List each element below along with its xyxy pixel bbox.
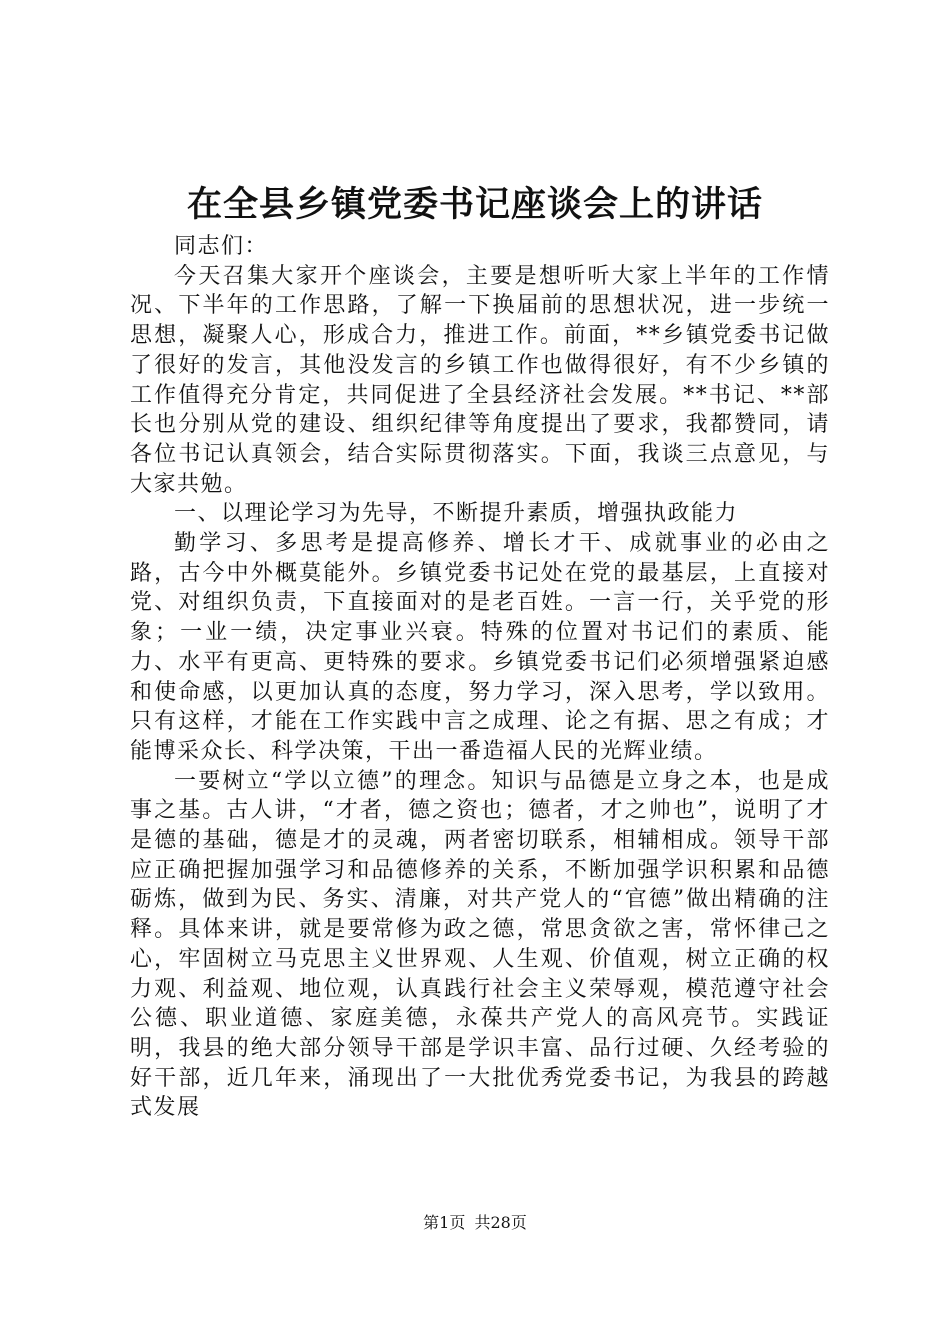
- document-title: 在全县乡镇党委书记座谈会上的讲话: [186, 184, 763, 225]
- paragraph-virtue: 一要树立“学以立德”的理念。知识与品德是立身之本，也是成事之基。古人讲，“才者，德之资也；德者，才之帅也”，说明了才是德的基础，德是才的灵魂，两者密切联系，相辅相成。领导干部应正确把握加强学习和品德修养的关系，不断加强学识积累和品德砺炼，做到为民、务实、清廉，对共产党人的“官德”做出精确的注释。具体来讲，就是要常修为政之德，常思贪欲之害，常怀律己之心，牢固树立马克思主义世界观、人生观、价值观，树立正确的权力观、利益观、地位观，认真践行社会主义荣辱观，模范遵守社会公德、职业道德、家庭美德，永葆共产党人的高风亮节。实践证明，我县的绝大部分领导干部是学识丰富、品行过硬、久经考验的好干部，近几年来，涌现出了一大批优秀党委书记，为我县的跨越式发展: [130, 768, 830, 1121]
- paragraph-study: 勤学习、多思考是提高修养、增长才干、成就事业的必由之路，古今中外概莫能外。乡镇党委书记处在党的最基层，上直接对党、对组织负责，下直接面对的是老百姓。一言一行，关乎党的形象；一业一绩，决定事业兴衰。特殊的位置对书记们的素质、能力、水平有更高、更特殊的要求。乡镇党委书记们必须增强紧迫感和使命感，以更加认真的态度，努力学习，深入思考，学以致用。只有这样，才能在工作实践中言之成理、论之有据、思之有成；才能博采众长、科学决策，干出一番造福人民的光辉业绩。: [130, 531, 830, 764]
- document-body: [130, 232, 830, 1123]
- paragraph-intro: 今天召集大家开个座谈会，主要是想听听大家上半年的工作情况、下半年的工作思路，了解一下换届前的思想状况，进一步统一思想，凝聚人心，形成合力，推进工作。前面，**乡镇党委书记做了很好的发言，其他没发言的乡镇工作也做得很好，有不少乡镇的工作值得充分肯定，共同促进了全县经济社会发展。**书记、**部长也分别从党的建设、组织纪律等角度提出了要求，我都赞同，请各位书记认真领会，结合实际贯彻落实。下面，我谈三点意见，与大家共勉。: [130, 263, 830, 497]
- page-footer: [0, 1212, 950, 1234]
- section-heading-1: 一、以理论学习为先导，不断提升素质，增强执政能力: [174, 501, 739, 527]
- salutation: 同志们：: [174, 234, 269, 259]
- page-total: 共28页: [474, 1213, 527, 1232]
- page-number: 第1页: [423, 1213, 466, 1232]
